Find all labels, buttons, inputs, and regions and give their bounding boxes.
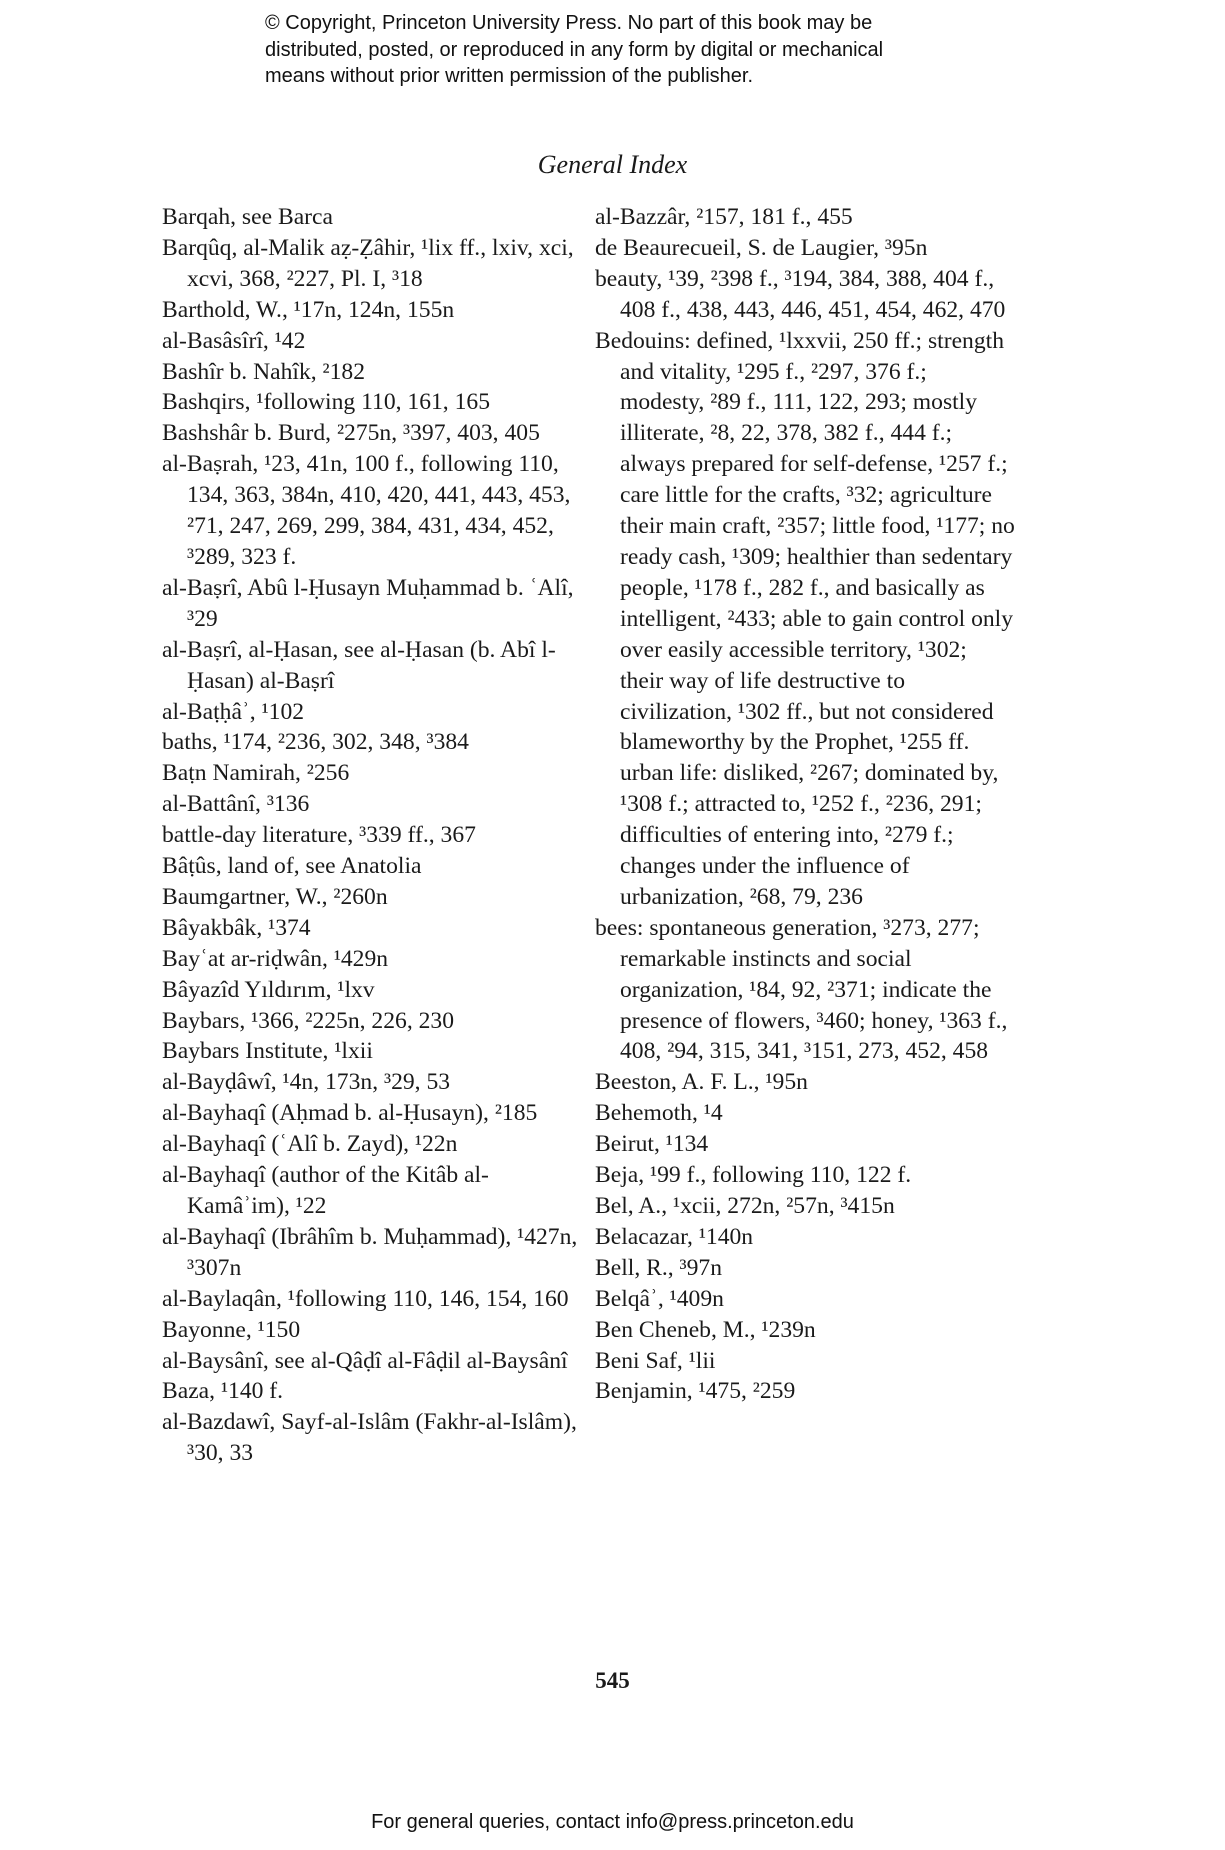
- index-subentry: urban life: disliked, ²267; dominated by, ¹308 f.; attracted to, ¹252 f., ²236, 291; difficulties of entering into, ²279 f.; changes under the influence of urbanization, ²68, 79, 236: [620, 760, 999, 910]
- index-entry: al-Bayhaqî (Aḥmad b. al-Ḥusayn), ²185: [162, 1100, 538, 1127]
- index-entry: al-Baṣrî, Abû l-Ḥusayn Muḥammad b. ʿAlî, ³29: [162, 574, 574, 632]
- footer-contact: For general queries, contact info@press.princeton.edu: [371, 1811, 854, 1833]
- copyright-line: © Copyright, Princeton University Press. No part of this book may be: [265, 12, 873, 34]
- copyright-line: distributed, posted, or reproduced in any form by digital or mechanical: [265, 38, 884, 61]
- index-entry: Bashshâr b. Burd, ²275n, ³397, 403, 405: [162, 420, 540, 447]
- index-entry: al-Baṭḥâʾ, ¹102: [162, 698, 305, 725]
- index-column-right: [595, 202, 1015, 1407]
- index-entry: al-Bayhaqî (Ibrâhîm b. Muḥammad), ¹427n, ³307n: [162, 1223, 578, 1281]
- index-entry: Bel, A., ¹xcii, 272n, ²57n, ³415n: [595, 1193, 895, 1219]
- index-entry: al-Baṣrah, ¹23, 41n, 100 f., following 110, 134, 363, 384n, 410, 420, 441, 443, 453, ²71, 247, 269, 299, 384, 431, 434, 452, ³289, 323 f.: [162, 451, 571, 570]
- index-entry: Belacazar, ¹140n: [595, 1223, 754, 1250]
- index-entry: Bashqirs, ¹following 110, 161, 165: [162, 389, 490, 416]
- index-entry: Beeston, A. F. L., ¹95n: [595, 1069, 808, 1096]
- index-entry: Baṭn Namirah, ²256: [162, 760, 350, 787]
- index-entry: Bedouins: defined, ¹lxxvii, 250 ff.; strength and vitality, ¹295 f., ²297, 376 f.; modesty, ²89 f., 111, 122, 293; mostly illiterate, ²8, 22, 378, 382 f., 444 f.; always prepared for self-defense, ¹257 f.; care little for the crafts, ³32; agriculture their main craft, ²357; little food, ¹177; no ready cash, ¹309; healthier than sedentary people, ¹178 f., 282 f., and basically as intelligent, ²433; able to gain control only over easily accessible territory, ¹302; their way of life destructive to civilization, ¹302 ff., but not considered blameworthy by the Prophet, ¹255 ff.: [595, 327, 1015, 756]
- index-entry: al-Bazzâr, ²157, 181 f., 455: [595, 204, 853, 230]
- index-entry: al-Battânî, ³136: [162, 791, 310, 818]
- index-entry: Benjamin, ¹475, ²259: [595, 1378, 796, 1405]
- index-entry: Beni Saf, ¹lii: [595, 1347, 716, 1374]
- index-entry: al-Bayhaqî (ʿAlî b. Zayd), ¹22n: [162, 1131, 458, 1158]
- index-entry: de Beaurecueil, S. de Laugier, ³95n: [595, 234, 928, 261]
- index-entry: Barthold, W., ¹17n, 124n, 155n: [162, 296, 455, 323]
- index-entry: al-Basâsîrî, ¹42: [162, 327, 306, 354]
- index-entry: beauty, ¹39, ²398 f., ³194, 384, 388, 404 f., 408 f., 438, 443, 446, 451, 454, 462, 470: [595, 265, 1006, 323]
- index-entry: Baumgartner, W., ²260n: [162, 883, 388, 910]
- index-entry: Baybars, ¹366, ²225n, 226, 230: [162, 1007, 455, 1034]
- index-entry: Bell, R., ³97n: [595, 1254, 723, 1281]
- index-column-left: [162, 202, 582, 1469]
- index-entry: Bâyazîd Yıldırım, ¹lxv: [162, 976, 375, 1003]
- index-entry: al-Baysânî, see al-Qâḍî al-Fâḍil al-Baysânî: [162, 1347, 568, 1374]
- index-entry: Belqâʾ, ¹409n: [595, 1285, 724, 1312]
- index-entry: bees: spontaneous generation, ³273, 277; remarkable instincts and social organization, ¹84, 92, ²371; indicate the presence of flowers, ³460; honey, ¹363 f., 408, ²94, 315, 341, ³151, 273, 452, 458: [595, 914, 1008, 1065]
- index-entry: Beirut, ¹134: [595, 1131, 709, 1158]
- index-entry: Behemoth, ¹4: [595, 1100, 723, 1127]
- index-entry: Baybars Institute, ¹lxii: [162, 1038, 373, 1065]
- index-entry: al-Bayhaqî (author of the Kitâb al-Kamâʾim), ¹22: [162, 1162, 489, 1219]
- index-entry: Bayonne, ¹150: [162, 1316, 301, 1343]
- page-number: 545: [595, 1668, 630, 1693]
- index-entry: al-Bazdawî, Sayf-al-Islâm (Fakhr-al-Islâm), ³30, 33: [162, 1409, 577, 1467]
- copyright-notice: [265, 10, 1025, 90]
- index-entry: Beja, ¹99 f., following 110, 122 f.: [595, 1162, 912, 1189]
- index-entry: baths, ¹174, ²236, 302, 348, ³384: [162, 729, 469, 756]
- index-entry: Bâṭûs, land of, see Anatolia: [162, 853, 422, 880]
- index-entry: Bashîr b. Nahîk, ²182: [162, 358, 366, 385]
- index-entry: battle-day literature, ³339 ff., 367: [162, 822, 476, 849]
- index-entry: Bayʿat ar-riḍwân, ¹429n: [162, 945, 389, 972]
- index-entry: al-Bayḍâwî, ¹4n, 173n, ³29, 53: [162, 1069, 451, 1096]
- index-entry: Baza, ¹140 f.: [162, 1378, 284, 1405]
- index-entry: al-Baṣrî, al-Ḥasan, see al-Ḥasan (b. Abî l-Ḥasan) al-Baṣrî: [162, 636, 556, 694]
- index-entry: Barqah, see Barca: [162, 204, 333, 230]
- index-entry: Bâyakbâk, ¹374: [162, 914, 311, 941]
- index-entry: Barqûq, al-Malik aẓ-Ẓâhir, ¹lix ff., lxiv, xci, xcvi, 368, ²227, Pl. I, ³18: [162, 234, 574, 292]
- copyright-line: means without prior written permission of the publisher.: [265, 65, 754, 87]
- index-entry: Ben Cheneb, M., ¹239n: [595, 1316, 816, 1343]
- index-entry: al-Baylaqân, ¹following 110, 146, 154, 160: [162, 1285, 569, 1312]
- page-title: General Index: [537, 150, 688, 179]
